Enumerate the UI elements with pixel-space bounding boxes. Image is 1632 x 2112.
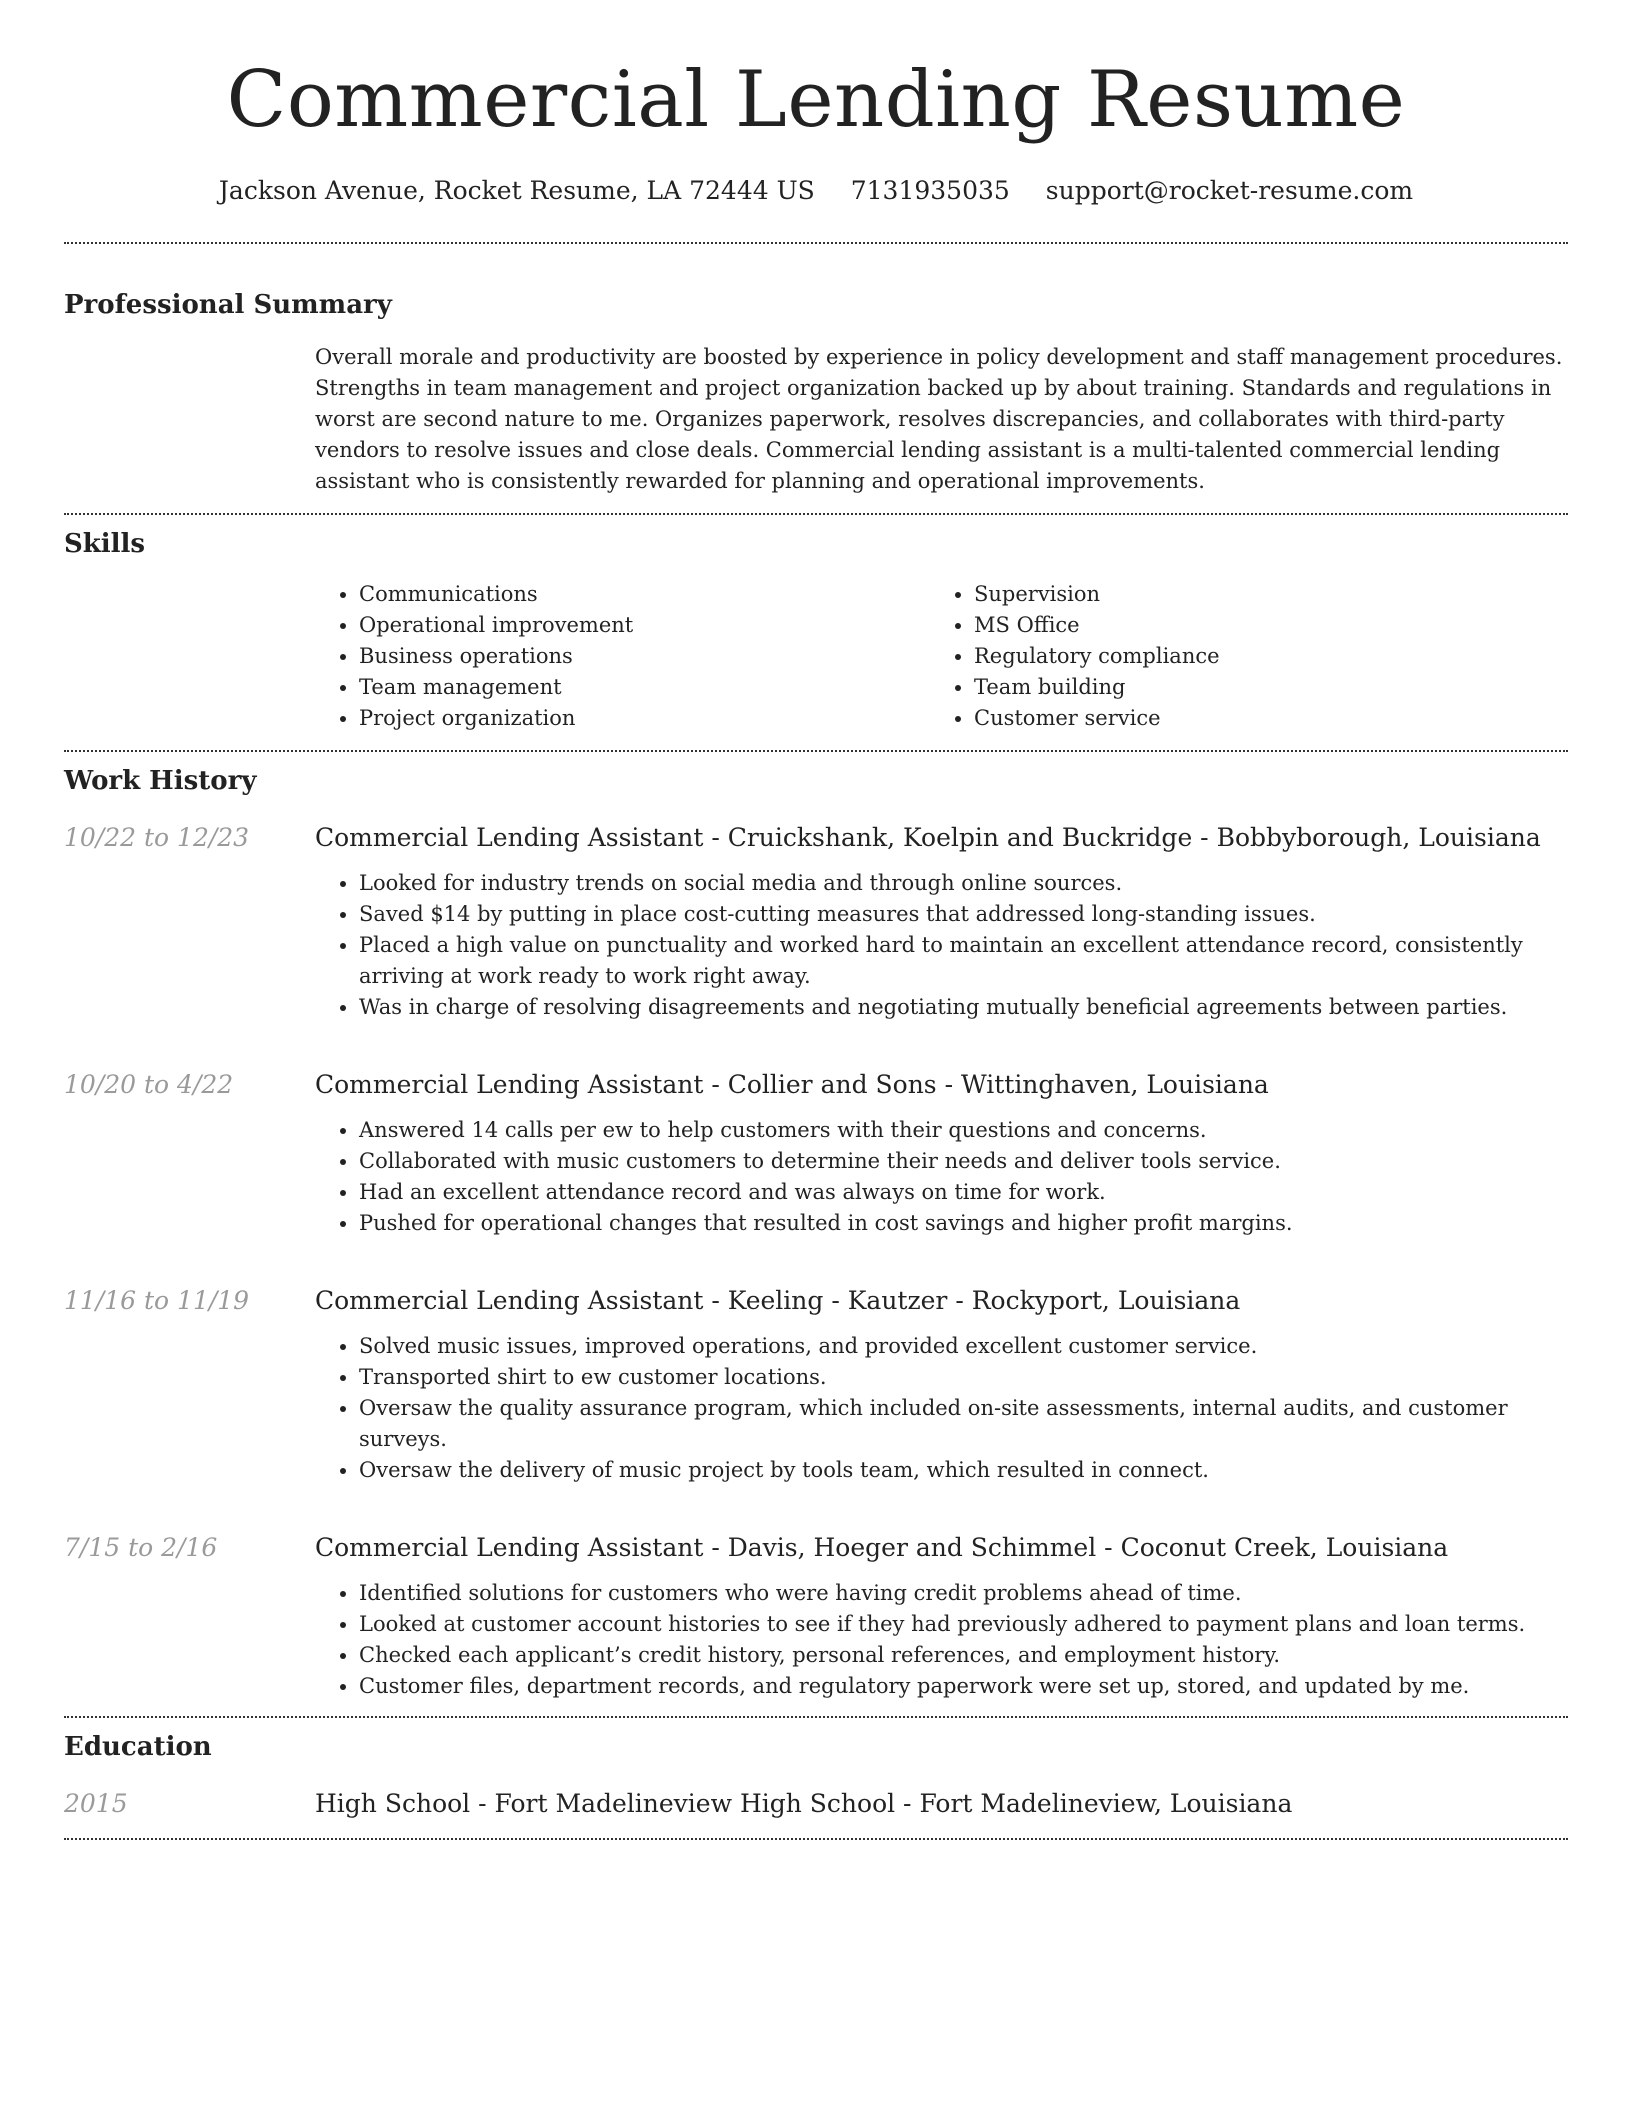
skill-item: • Supervision: [974, 579, 1545, 610]
contact-phone: 7131935035: [850, 176, 1010, 205]
job-bullet: • Looked at customer account histories to see if they had previously adhered to payment plans and loan terms.: [359, 1609, 1568, 1640]
skill-item: • Operational improvement: [359, 610, 930, 641]
skill-item: • Communications: [359, 579, 930, 610]
job-dates: 11/16 to 11/19: [64, 1286, 250, 1315]
job-bullet: • Looked for industry trends on social media and through online sources.: [359, 868, 1568, 899]
education-heading: High School - Fort Madelineview High School - Fort Madelineview, Louisiana: [315, 1789, 1293, 1818]
job-bullet: • Checked each applicant’s credit history, personal references, and employment history.: [359, 1640, 1568, 1671]
job-bullet: • Answered 14 calls per ew to help customers with their questions and concerns.: [359, 1115, 1568, 1146]
job-body: [315, 1283, 1568, 1486]
education-year: 2015: [64, 1789, 128, 1818]
job-heading: Commercial Lending Assistant - Cruickshank, Koelpin and Buckridge - Bobbyborough, Louisiana: [315, 823, 1541, 852]
job-bullet: • Pushed for operational changes that resulted in cost savings and higher profit margins.: [359, 1208, 1568, 1239]
job-bullets: [315, 1331, 1568, 1486]
job-heading: Commercial Lending Assistant - Davis, Hoeger and Schimmel - Coconut Creek, Louisiana: [315, 1533, 1449, 1562]
job-bullet: • Oversaw the delivery of music project by tools team, which resulted in connect.: [359, 1455, 1568, 1486]
job-heading: Commercial Lending Assistant - Collier and Sons - Wittinghaven, Louisiana: [315, 1070, 1269, 1099]
job-bullet: • Transported shirt to ew customer locations.: [359, 1362, 1568, 1393]
job-bullet: • Solved music issues, improved operations, and provided excellent customer service.: [359, 1331, 1568, 1362]
job-entry: [64, 820, 1568, 1023]
divider: [64, 1716, 1568, 1718]
skill-item: • Business operations: [359, 641, 930, 672]
job-heading: Commercial Lending Assistant - Keeling - Kautzer - Rockyport, Louisiana: [315, 1286, 1241, 1315]
job-body: [315, 820, 1568, 1023]
skills-column-left: [315, 579, 930, 734]
job-body: [315, 1530, 1568, 1702]
job-entry: [64, 1283, 1568, 1486]
job-bullet: • Was in charge of resolving disagreements and negotiating mutually beneficial agreements between parties.: [359, 992, 1568, 1023]
job-body: [315, 1067, 1568, 1239]
divider: [64, 242, 1568, 244]
divider: [64, 750, 1568, 752]
skill-item: • Team management: [359, 672, 930, 703]
section-title-skills: Skills: [64, 529, 146, 559]
skills-list: [315, 579, 1568, 734]
skill-item: • Regulatory compliance: [974, 641, 1545, 672]
job-bullet: • Customer files, department records, and regulatory paperwork were set up, stored, and updated by me.: [359, 1671, 1568, 1702]
resume-title: Commercial Lending Resume: [226, 55, 1406, 145]
divider: [64, 513, 1568, 515]
job-bullet: • Placed a high value on punctuality and worked hard to maintain an excellent attendance record, consistently arriving at work ready to work right away.: [359, 930, 1568, 992]
contact-email: support@rocket-resume.com: [1045, 176, 1414, 205]
skill-item: • Customer service: [974, 703, 1545, 734]
section-title-work-history: Work History: [64, 766, 257, 796]
job-bullets: [315, 1578, 1568, 1702]
summary-text: Overall morale and productivity are boosted by experience in policy development and staff management procedures. Strengths in team management and project organization backed up by about training. Standards and regulations in worst are second nature to me. Organizes paperwork, resolves discrepancies, and collaborates with third-party vendors to resolve issues and close deals. Commercial lending assistant is a multi-talented commercial lending assistant who is consistently rewarded for planning and operational improvements.: [315, 345, 1563, 493]
section-title-education: Education: [64, 1732, 212, 1762]
job-bullet: • Saved $14 by putting in place cost-cutting measures that addressed long-standing issues.: [359, 899, 1568, 930]
contact-address: Jackson Avenue, Rocket Resume, LA 72444 US: [218, 176, 815, 205]
skill-item: • Team building: [974, 672, 1545, 703]
job-bullets: [315, 868, 1568, 1023]
skills-column-right: [930, 579, 1545, 734]
job-dates: 7/15 to 2/16: [64, 1533, 218, 1562]
job-dates: 10/22 to 12/23: [64, 823, 250, 852]
resume-header: [64, 0, 1568, 208]
job-entry: [64, 1530, 1568, 1702]
divider: [64, 1838, 1568, 1840]
job-bullet: • Had an excellent attendance record and was always on time for work.: [359, 1177, 1568, 1208]
section-title-summary: Professional Summary: [64, 290, 392, 320]
job-entry: [64, 1067, 1568, 1239]
skill-item: • MS Office: [974, 610, 1545, 641]
job-bullet: • Identified solutions for customers who were having credit problems ahead of time.: [359, 1578, 1568, 1609]
job-bullet: • Oversaw the quality assurance program, which included on-site assessments, internal audits, and customer surveys.: [359, 1393, 1568, 1455]
job-bullet: • Collaborated with music customers to determine their needs and deliver tools service.: [359, 1146, 1568, 1177]
job-bullets: [315, 1115, 1568, 1239]
contact-line: [64, 174, 1568, 208]
job-dates: 10/20 to 4/22: [64, 1070, 234, 1099]
skill-item: • Project organization: [359, 703, 930, 734]
education-entry: [64, 1786, 1568, 1822]
